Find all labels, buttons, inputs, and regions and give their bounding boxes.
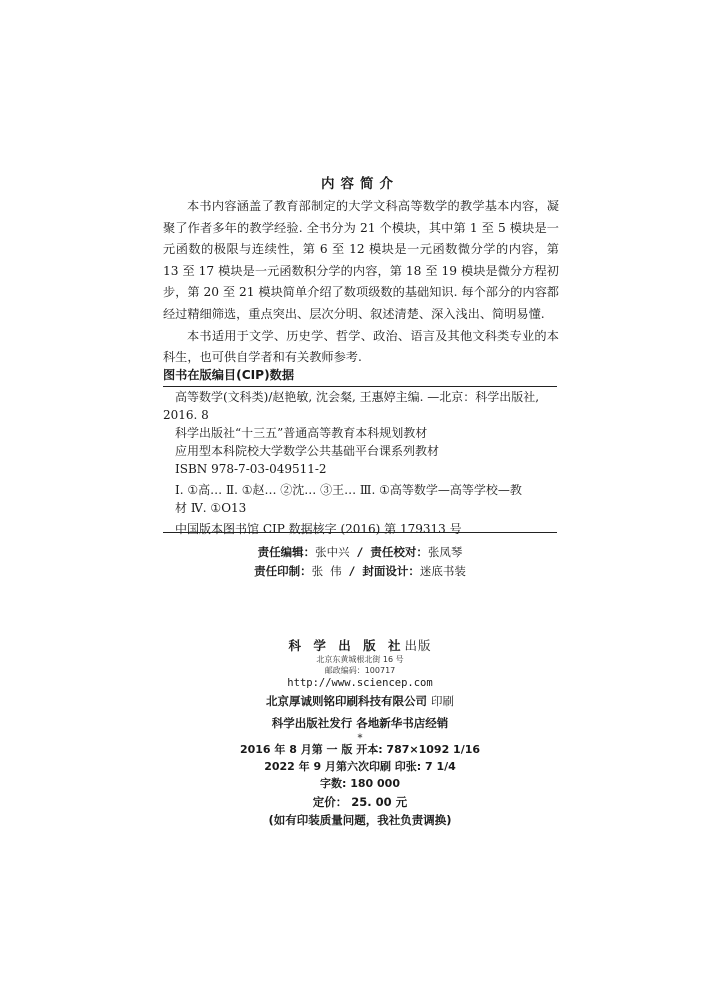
credits-line — [0, 562, 720, 581]
printer-name: 北京厚诚则铭印刷科技有限公司 — [265, 694, 427, 708]
publisher-website: http://www.sciencep.com — [287, 677, 433, 689]
star-separator: * — [357, 733, 363, 744]
proofreader-name: 张凤琴 — [427, 545, 463, 559]
price-line: 定价： 25. 00 元 — [312, 795, 408, 809]
cip-line: ISBN 978-7-03-049511-2 — [175, 462, 327, 476]
editor-label: 责任编辑： — [257, 545, 316, 559]
cover-design-label: / 封面设计： — [341, 564, 420, 578]
proofreader-label: / 责任校对： — [349, 545, 428, 559]
summary-title: 内容简介 — [321, 176, 399, 192]
edition-line: 2016 年 8 月第 一 版 开本: 787×1092 1/16 — [239, 743, 481, 756]
editor-name: 张中兴 — [315, 545, 350, 559]
imprint — [0, 741, 720, 829]
publisher-address: 北京东黄城根北街 16 号 — [316, 655, 404, 664]
wordcount-line: 字数: 180 000 — [320, 777, 400, 790]
publisher-name — [0, 636, 720, 654]
cip-bottom-rule — [163, 532, 557, 533]
cip-line: 中国版本图书馆 CIP 数据核字 (2016) 第 179313 号 — [175, 522, 462, 536]
cip-top-rule — [163, 386, 557, 387]
replacement-note: (如有印装质量问题，我社负责调换) — [268, 813, 452, 827]
cip-line: 科学出版社“十三五”普通高等教育本科规划教材 — [175, 426, 428, 440]
credits — [0, 543, 720, 581]
cip-line: Ⅰ. ①高… Ⅱ. ①赵… ②沈… ③王… Ⅲ. ①高等数学—高等学校—教 — [175, 483, 522, 497]
summary-text — [163, 196, 559, 369]
publisher-postcode: 邮政编码：100717 — [324, 666, 396, 675]
cip-heading: 图书在版编目(CIP)数据 — [163, 368, 295, 382]
printer-suffix: 印刷 — [431, 694, 454, 708]
distribution: 科学出版社发行 各地新华书店经销 — [271, 716, 449, 730]
summary-paragraph: 本书内容涵盖了教育部制定的大学文科高等数学的教学基本内容，凝聚了作者多年的教学经验. 全书分为 21 个模块，其中第 1 至 5 模块是一元函数的极限与连续性，第 6 至 12 模块是一元函数微分学的内容，第 13 至 17 模块是一元函数积分学的内容，第 18 至 19 模块是微分方程初步，第 20 至 21 模块简单介绍了数项级数的基础知识. 每个部分的内容都经过精细筛选，重点突出、层次分明、叙述清楚、深入浅出、简明易懂. — [163, 199, 559, 321]
publisher-name-text: 科 学 出 版 社 — [288, 638, 405, 653]
credits-line — [0, 543, 720, 562]
cip-line: 应用型本科院校大学数学公共基础平台课系列教材 — [175, 444, 440, 458]
cip-line: 2016. 8 — [163, 408, 209, 422]
summary-paragraph: 本书适用于文学、历史学、哲学、政治、语言及其他文科类专业的本科生，也可供自学者和有关教师参考. — [163, 328, 559, 365]
print-manager-name: 张 伟 — [311, 564, 342, 578]
publisher-info — [0, 636, 720, 745]
cip-data — [163, 388, 557, 538]
print-manager-label: 责任印制： — [254, 564, 312, 578]
printing-line: 2022 年 9 月第六次印刷 印张: 7 1/4 — [264, 760, 456, 773]
printer — [0, 693, 720, 709]
publisher-name-suffix: 出版 — [404, 638, 432, 653]
cip-line: 高等数学(文科类)/赵艳敏, 沈会粲, 王惠婷主编. —北京：科学出版社, — [175, 390, 540, 404]
cover-designer-name: 迷底书装 — [419, 564, 466, 578]
cip-line: 材 Ⅳ. ①O13 — [175, 501, 247, 515]
